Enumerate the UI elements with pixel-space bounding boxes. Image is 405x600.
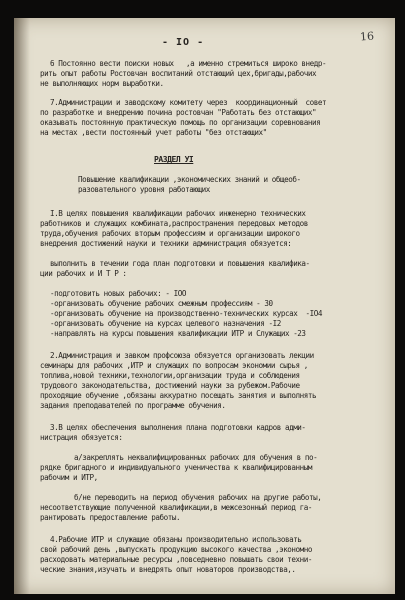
text-line: семинары для рабочих ,ИТР и служащих по вопросам экономии сырья , xyxy=(40,361,308,370)
text-line: труда,обучения рабочих вторым профессиям и организации широкого xyxy=(40,229,300,238)
text-line: I.В целях повышения квалификации рабочих инженерно технических xyxy=(50,209,306,218)
text-line: несоответствующие полученной квалификации,в межсезонный период га- xyxy=(40,503,313,512)
list-item: -направлять на курсы повышения квалификации ИТР и Служащих -23 xyxy=(50,329,306,338)
text-line: ческие знания,изучать и внедрять опыт новаторов производства,. xyxy=(40,565,296,574)
text-line: на местах ,вести постоянный учет работы "без отстающих" xyxy=(40,128,267,137)
text-line: 6 Постоянно вести поиски новых ,а именно стремиться широко внедр- xyxy=(50,59,327,68)
text-line: выполнить в течении года план подготовки и повышения квалифика- xyxy=(50,259,310,268)
text-line: нистрация обязуется: xyxy=(40,433,123,442)
text-line: рить опыт работы Ростовчан воспитаний отстающий цех,бригады,рабочих xyxy=(40,69,317,78)
text-line: по разработке и внедрению почина ростовчан "Работать без отстающих" xyxy=(40,108,317,117)
text-line: 2.Администрация и завком профсоюза обязуется организовать лекции xyxy=(50,351,314,360)
list-item: -организовать обучение на курсах целевого назначения -I2 xyxy=(50,319,281,328)
text-line: рядке бригадного и индивидуального ученичества к квалифицированным xyxy=(40,463,313,472)
text-line: 3.В целях обеспечения выполнения плана подготовки кадров адми- xyxy=(50,423,306,432)
list-item: -подготовить новых рабочих: - IОО xyxy=(50,289,187,298)
binding-shadow xyxy=(14,18,30,594)
text-line: рабочим и ИТР, xyxy=(40,473,98,482)
text-line: а/закреплять неквалифицированных рабочих для обучения в по- xyxy=(74,453,318,462)
page-number: - IO - xyxy=(162,37,205,48)
text-line: 7.Администрации и заводскому комитету через координационный совет xyxy=(50,98,327,107)
text-line: ции рабочих и И Т Р : xyxy=(40,269,127,278)
text-line: 4.Рабочие ИТР и служащие обязаны производительно использовать xyxy=(50,535,302,544)
text-line: не выполняющих норм выработки. xyxy=(40,79,164,88)
document-page xyxy=(14,18,395,594)
handwritten-page-number: 16 xyxy=(359,29,375,44)
text-line: оказывать постоянную практическую помощь по организации соревнования xyxy=(40,118,321,127)
text-line: рантировать предоставление работы. xyxy=(40,513,181,522)
text-line: проходящие обучение ,обязаны аккуратно посещать занятия и выполнять xyxy=(40,391,317,400)
section-heading: РАЗДЕЛ УI xyxy=(154,155,194,164)
text-line: топлива,новой техники,технологии,организации труда и соблюдения xyxy=(40,371,300,380)
text-line: работников и служащих комбината,распространения передовых методов xyxy=(40,219,308,228)
text-line: свой рабочий день ,выпускать продукцию высокого качества ,экономно xyxy=(40,545,313,554)
section-subtitle: Повышение квалификации ,экономических знаний и общеоб- xyxy=(78,175,301,184)
text-line: внедрения достижений науки и техники администрация обязуется: xyxy=(40,239,292,248)
list-item: -организовать обучение на производственно-технических курсах -IО4 xyxy=(50,309,323,318)
section-subtitle: разовательного уровня работающих xyxy=(78,185,210,194)
text-line: задания преподавателей по программе обучения. xyxy=(40,401,226,410)
text-line: трудового законодательства, достижений науки за рубежом.Рабочие xyxy=(40,381,300,390)
list-item: -организовать обучение рабочих смежным профессиям - 30 xyxy=(50,299,273,308)
text-line: расходовать материальные ресурсы ,повседневно повышать свои техни- xyxy=(40,555,313,564)
text-line: б/не переводить на период обучения рабочих на другие работы, xyxy=(74,493,322,502)
